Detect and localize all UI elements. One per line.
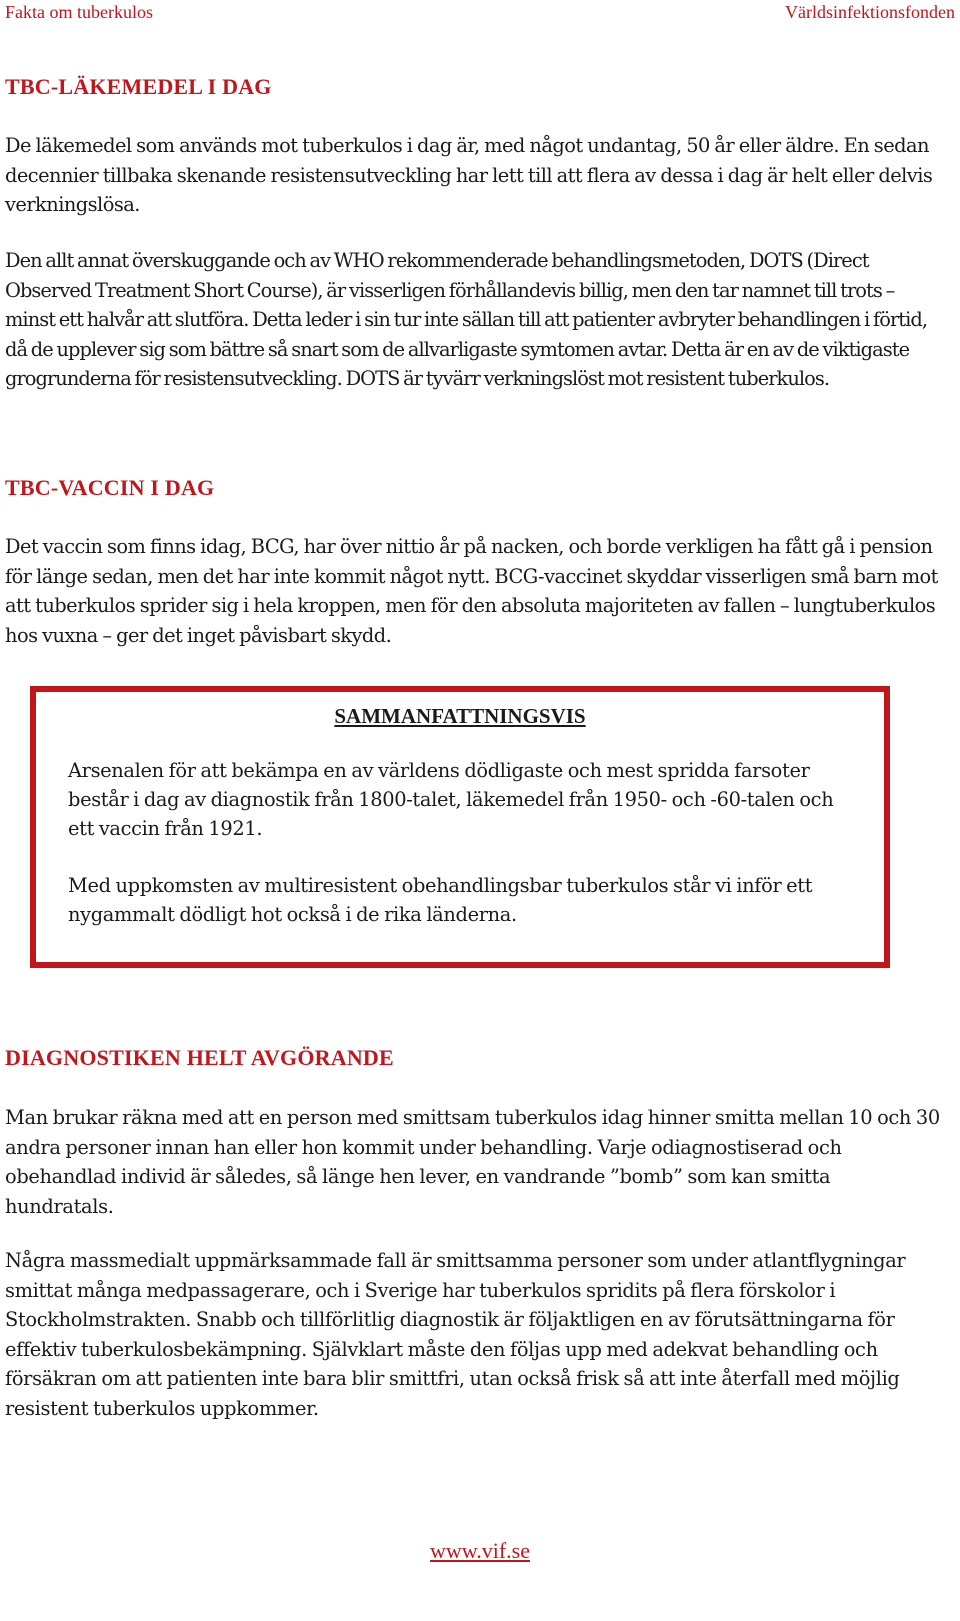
summary-paragraph-1: Arsenalen för att bekämpa en av världens dödligaste och mest spridda farsoter består i dag av diagnostik från 1800-talet, läkemedel från 1950- och -60-talen och ett vaccin från 1921. (68, 759, 834, 840)
paragraph-lakemedel-1: De läkemedel som används mot tuberkulos i dag är, med något undantag, 50 år eller äldre. En sedan decennier tillbaka skenande resistensutveckling har lett till att flera av dessa i dag är helt eller delvis verkningslösa. (5, 134, 933, 216)
heading-vaccin: TBC-VACCIN I DAG (5, 475, 215, 500)
page-header (5, 2, 955, 23)
paragraph-diagnostik-2: Några massmedialt uppmärksammade fall är smittsamma personer som under atlantflygningar smittat många medpassagerare, och i Sverige har tuberkulos spridits på flera förskolor i Stockholmstrakten. Snabb och tillförlitlig diagnostik är följaktligen en av förutsättningarna för effektiv tuberkulosbekämpning. Självklart måste den följas upp med adekvat behandling och försäkran om att patienten inte bara blir smittfri, utan också frisk så att inte återfall med möjlig resistent tuberkulos uppkommer. (5, 1249, 906, 1420)
summary-title: SAMMANFATTNINGSVIS (334, 704, 586, 728)
header-doc-title: Fakta om tuberkulos (5, 2, 153, 22)
footer-website-link[interactable]: www.vif.se (430, 1538, 530, 1563)
paragraph-diagnostik-1: Man brukar räkna med att en person med smittsam tuberkulos idag hinner smitta mellan 10 och 30 andra personer innan han eller hon kommit under behandling. Varje odiagnostiserad och obehandlad individ är således, så länge hen lever, en vandrande ”bomb” som kan smitta hundratals. (5, 1106, 940, 1218)
summary-box (30, 686, 890, 968)
summary-paragraph-2: Med uppkomsten av multiresistent obehandlingsbar tuberkulos står vi inför ett nygammalt dödligt hot också i de rika länderna. (68, 874, 813, 926)
paragraph-lakemedel-2: Den allt annat överskuggande och av WHO rekommenderade behandlingsmetoden, DOTS (Direct Observed Treatment Short Course), är visserligen förhållandevis billig, men den tar namnet till trots – minst ett halvår att slutföra. Detta leder i sin tur inte sällan till att patienter avbryter behandlingen i förtid, då de upplever sig som bättre så snart som de allvarligaste symtomen avtar. Detta är en av de viktigaste grogrunderna för resistensutveckling. DOTS är tyvärr verkningslöst mot resistent tuberkulos. (5, 249, 928, 390)
heading-lakemedel: TBC-LÄKEMEDEL I DAG (5, 74, 272, 99)
header-organization: Världsinfektionsfonden (785, 2, 955, 22)
heading-diagnostik: DIAGNOSTIKEN HELT AVGÖRANDE (5, 1045, 394, 1070)
paragraph-vaccin-1: Det vaccin som finns idag, BCG, har över nittio år på nacken, och borde verkligen ha fått gå i pension för länge sedan, men det har inte kommit något nytt. BCG-vaccinet skyddar visserligen små barn mot att tuberkulos sprider sig i hela kroppen, men för den absoluta majoriteten av fallen – lungtuberkulos hos vuxna – ger det inget påvisbart skydd. (5, 535, 938, 647)
